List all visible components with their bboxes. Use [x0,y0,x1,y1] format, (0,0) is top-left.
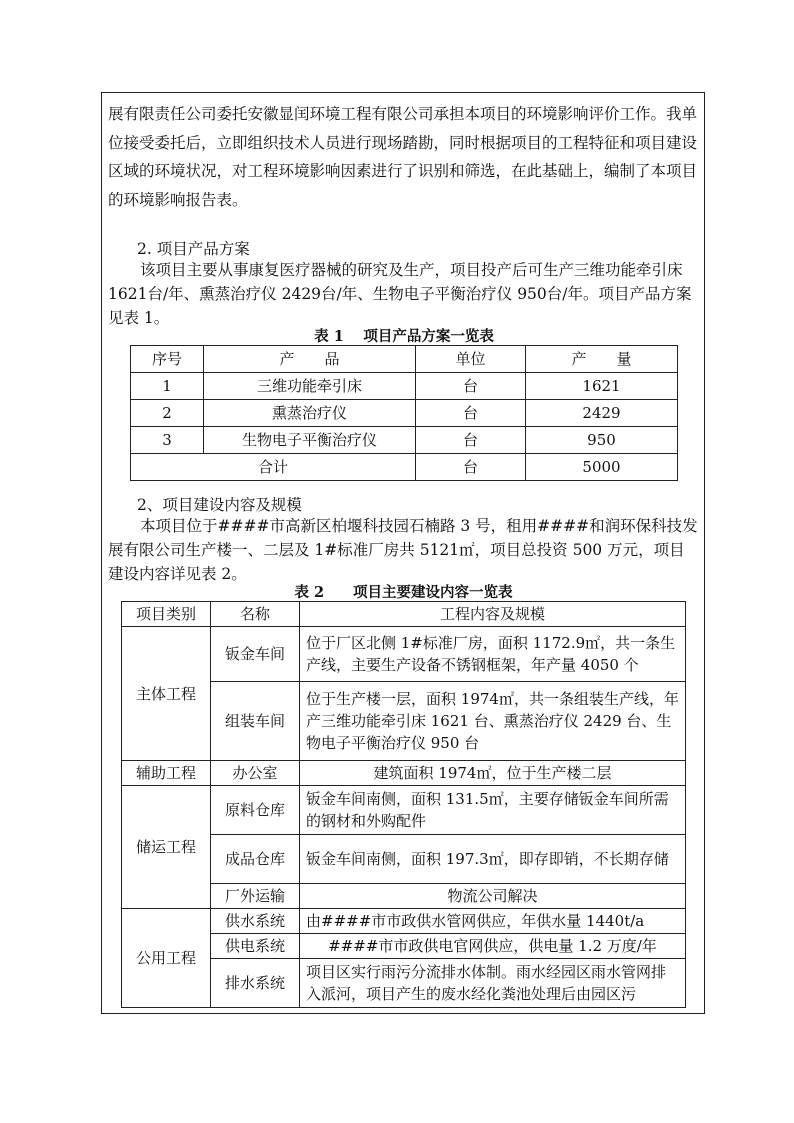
table-row [131,400,678,427]
content-cell: 钣金车间南侧，面积 131.5㎡，主要存储钣金车间所需的钢材和外购配件 [300,786,686,835]
content-cell: 建筑面积 1974㎡，位于生产楼二层 [300,761,686,786]
table-cell: 3 [131,427,204,454]
name-cell: 办公室 [211,761,300,786]
content-cell: 由####市市政供水管网供应，年供水量 1440t/a [300,909,686,934]
section-heading-construction: 2、项目建设内容及规模 [137,496,302,514]
name-cell: 钣金车间 [211,627,300,682]
table-header: 产 品 [204,346,416,373]
construction-paragraph: 本项目位于####市高新区柏堰科技园石楠路 3 号，租用####和润环保科技发展有限公司生产楼一、二层及 1#标准厂房共 5121㎡，项目总投资 500 万元，项目建设内容详见表 2。 [108,517,698,583]
table-cell: 1621 [526,373,678,400]
category-cell: 辅助工程 [122,761,211,786]
name-cell: 成品仓库 [211,835,300,884]
name-cell: 排水系统 [211,959,300,1008]
table-row [122,786,686,835]
table-row [131,427,678,454]
table-cell: 熏蒸治疗仪 [204,400,416,427]
table-header: 项目类别 [122,602,211,627]
table-cell: 1 [131,373,204,400]
table-row [131,373,678,400]
table1-caption: 表 1 项目产品方案一览表 [314,328,494,345]
table-cell: 台 [416,373,526,400]
content-cell: 物流公司解决 [300,884,686,909]
section-heading-product-plan: 2. 项目产品方案 [137,240,250,258]
table-cell: 2 [131,400,204,427]
table-cell: 台 [416,400,526,427]
table-cell: 台 [416,427,526,454]
total-label: 合计 [131,454,416,481]
table-row [122,627,686,682]
product-plan-table [130,345,678,481]
name-cell: 厂外运输 [211,884,300,909]
construction-content-table [121,601,686,1008]
table-total-row [131,454,678,481]
table-header-row [122,602,686,627]
product-plan-paragraph: 该项目主要从事康复医疗器械的研究及生产，项目投产后可生产三维功能牵引床1621台/年、熏蒸治疗仪 2429台/年、生物电子平衡治疗仪 950台/年。项目产品方案见表 1。 [108,261,692,327]
table-row [122,909,686,934]
category-cell: 储运工程 [122,786,211,909]
name-cell: 组装车间 [211,682,300,761]
table-header: 单位 [416,346,526,373]
table-row [122,761,686,786]
table-cell: 三维功能牵引床 [204,373,416,400]
name-cell: 供电系统 [211,934,300,959]
total-value: 5000 [526,454,678,481]
table-cell: 生物电子平衡治疗仪 [204,427,416,454]
content-cell: 项目区实行雨污分流排水体制。雨水经园区雨水管网排入派河，项目产生的废水经化粪池处理后由园区污 [300,959,686,1008]
category-cell: 主体工程 [122,627,211,761]
content-cell: 钣金车间南侧，面积 197.3㎡，即存即销，不长期存储 [300,835,686,884]
table-cell: 2429 [526,400,678,427]
table-header: 名称 [211,602,300,627]
table-header: 工程内容及规模 [300,602,686,627]
table-cell: 950 [526,427,678,454]
table2-caption: 表 2 项目主要建设内容一览表 [294,584,513,601]
content-cell: 位于生产楼一层，面积 1974㎡，共一条组装生产线，年产三维功能牵引床 1621 台、熏蒸治疗仪 2429 台、生物电子平衡治疗仪 950 台 [300,682,686,761]
name-cell: 供水系统 [211,909,300,934]
total-unit: 台 [416,454,526,481]
table-header: 序号 [131,346,204,373]
content-cell: ####市市政供电官网供应，供电量 1.2 万度/年 [300,934,686,959]
intro-paragraph: 展有限责任公司委托安徽显闰环境工程有限公司承担本项目的环境影响评价工作。我单位接受委托后，立即组织技术人员进行现场踏勘，同时根据项目的工程特征和项目建设区域的环境状况，对工程环境影响因素进行了识别和筛选，在此基础上，编制了本项目的环境影响报告表。 [108,105,698,209]
table-header-row [131,346,678,373]
content-cell: 位于厂区北侧 1#标准厂房，面积 1172.9㎡，共一条生产线，主要生产设备不锈钢框架，年产量 4050 个 [300,627,686,682]
table-header: 产 量 [526,346,678,373]
category-cell: 公用工程 [122,909,211,1008]
name-cell: 原料仓库 [211,786,300,835]
